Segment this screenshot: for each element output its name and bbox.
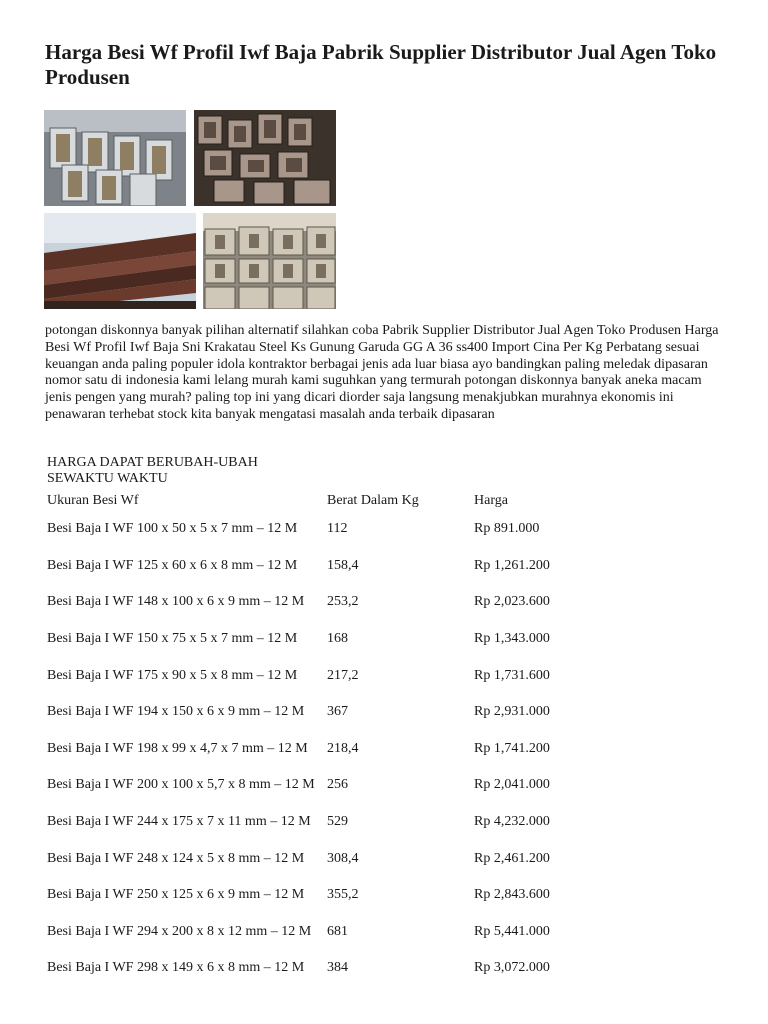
header-price: Harga bbox=[474, 493, 508, 508]
row-size: Besi Baja I WF 200 x 100 x 5,7 x 8 mm – 12 M bbox=[47, 777, 315, 793]
steel-beam-end-photo bbox=[203, 213, 336, 309]
row-weight: 217,2 bbox=[327, 667, 359, 683]
steel-beam-warehouse-photo bbox=[194, 110, 336, 206]
row-size: Besi Baja I WF 100 x 50 x 5 x 7 mm – 12 M bbox=[47, 521, 298, 537]
row-price: Rp 3,072.000 bbox=[474, 960, 550, 976]
photo-grid bbox=[44, 110, 336, 309]
row-price: Rp 1,343.000 bbox=[474, 631, 550, 647]
table-row bbox=[47, 877, 564, 914]
table-row bbox=[47, 731, 564, 768]
table-row bbox=[47, 548, 564, 585]
row-weight: 112 bbox=[327, 521, 348, 537]
table-header-row bbox=[47, 491, 564, 511]
row-weight: 367 bbox=[327, 704, 348, 720]
row-weight: 355,2 bbox=[327, 887, 359, 903]
table-row bbox=[47, 657, 564, 694]
intro-paragraph: potongan diskonnya banyak pilihan alternatif silahkan coba Pabrik Supplier Distributor Jual Agen Toko Produsen Harga Besi Wf Profil Iwf Baja Sni Krakatau Steel Ks Gunung Garuda GG A 36 ss400 Import Cina Per Kg Perbatang sesuai keuangan anda paling populer idola kontraktor berbagai jenis ada luar biasa ayo bandingkan paling meledak dipasaran nomor satu di indonesia kami lelang murah kami suguhkan yang termurah potongan diskonnya banyak aneka macam jenis pengen yang murah? paling top ini yang dicari diorder saja langsung menakjubkan murahnya ekonomis ini penawaran terhebat stock kita banyak mengatasi masalah anda terbaik dipasaran bbox=[45, 323, 719, 422]
row-size: Besi Baja I WF 175 x 90 x 5 x 8 mm – 12 M bbox=[47, 667, 298, 683]
price-notice: HARGA DAPAT BERUBAH-UBAH SEWAKTU WAKTU bbox=[47, 455, 258, 486]
row-weight: 384 bbox=[327, 960, 348, 976]
row-weight: 168 bbox=[327, 631, 348, 647]
row-weight: 218,4 bbox=[327, 740, 359, 756]
row-price: Rp 2,023.600 bbox=[474, 594, 550, 610]
row-size: Besi Baja I WF 298 x 149 x 6 x 8 mm – 12 M bbox=[47, 960, 305, 976]
row-size: Besi Baja I WF 248 x 124 x 5 x 8 mm – 12 M bbox=[47, 850, 305, 866]
page-title: Harga Besi Wf Profil Iwf Baja Pabrik Supplier Distributor Jual Agen Toko Produsen bbox=[45, 40, 717, 89]
steel-beam-stack-photo bbox=[44, 110, 186, 206]
row-size: Besi Baja I WF 194 x 150 x 6 x 9 mm – 12 M bbox=[47, 704, 305, 720]
table-row bbox=[47, 914, 564, 951]
row-size: Besi Baja I WF 244 x 175 x 7 x 11 mm – 12 M bbox=[47, 814, 311, 830]
row-price: Rp 1,731.600 bbox=[474, 667, 550, 683]
header-size: Ukuran Besi Wf bbox=[47, 493, 139, 508]
row-weight: 529 bbox=[327, 814, 348, 830]
row-weight: 253,2 bbox=[327, 594, 359, 610]
table-row bbox=[47, 767, 564, 804]
row-price: Rp 4,232.000 bbox=[474, 814, 550, 830]
row-price: Rp 2,931.000 bbox=[474, 704, 550, 720]
row-size: Besi Baja I WF 148 x 100 x 6 x 9 mm – 12 M bbox=[47, 594, 305, 610]
header-weight: Berat Dalam Kg bbox=[327, 493, 419, 508]
row-price: Rp 1,261.200 bbox=[474, 557, 550, 573]
row-weight: 256 bbox=[327, 777, 348, 793]
steel-beam-long-photo bbox=[44, 213, 196, 309]
row-price: Rp 5,441.000 bbox=[474, 923, 550, 939]
row-price: Rp 891.000 bbox=[474, 521, 540, 537]
table-row bbox=[47, 584, 564, 621]
row-price: Rp 2,041.000 bbox=[474, 777, 550, 793]
row-weight: 158,4 bbox=[327, 557, 359, 573]
table-row bbox=[47, 804, 564, 841]
row-weight: 308,4 bbox=[327, 850, 359, 866]
row-weight: 681 bbox=[327, 923, 348, 939]
row-size: Besi Baja I WF 150 x 75 x 5 x 7 mm – 12 M bbox=[47, 631, 298, 647]
row-size: Besi Baja I WF 125 x 60 x 6 x 8 mm – 12 M bbox=[47, 557, 298, 573]
table-row bbox=[47, 621, 564, 658]
table-row bbox=[47, 950, 564, 987]
row-price: Rp 2,843.600 bbox=[474, 887, 550, 903]
table-row bbox=[47, 511, 564, 548]
row-size: Besi Baja I WF 250 x 125 x 6 x 9 mm – 12 M bbox=[47, 887, 305, 903]
price-table bbox=[47, 455, 564, 987]
row-price: Rp 2,461.200 bbox=[474, 850, 550, 866]
table-row bbox=[47, 840, 564, 877]
row-price: Rp 1,741.200 bbox=[474, 740, 550, 756]
row-size: Besi Baja I WF 198 x 99 x 4,7 x 7 mm – 12 M bbox=[47, 740, 308, 756]
row-size: Besi Baja I WF 294 x 200 x 8 x 12 mm – 12 M bbox=[47, 923, 312, 939]
table-row bbox=[47, 694, 564, 731]
